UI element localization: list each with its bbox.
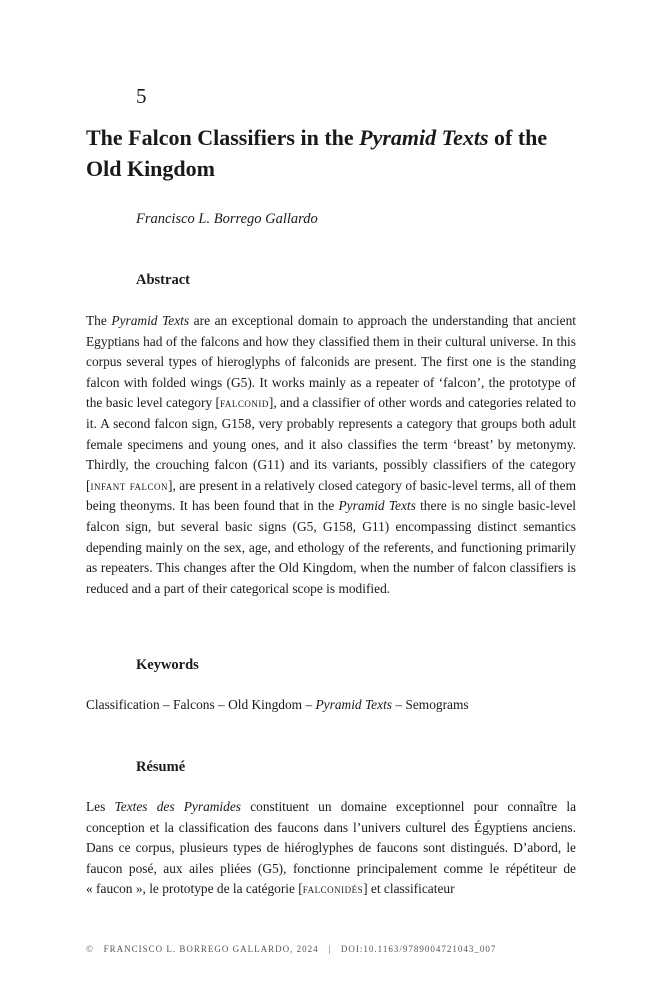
text-segment: there is no single basic-level falcon sign, but several basic signs (G5, G158, G11) encompassing distinct semantics depending mainly on the sex, age, and ethology of the referents, and functioning primarily as repeaters. This changes after the Old Kingdom, when the number of falcon classifiers is reduced and a part of their categorical scope is modified.: [86, 498, 577, 596]
resume-text: [86, 797, 576, 900]
category-term: falconidés: [302, 881, 364, 897]
text-segment: Les: [86, 799, 115, 814]
chapter-title-italic: Pyramid Texts: [359, 125, 489, 150]
chapter-number: 5: [136, 84, 147, 108]
category-term: infant falcon: [90, 477, 169, 493]
abstract-text: [86, 311, 576, 599]
abstract-heading: Abstract: [136, 272, 190, 288]
text-segment: – Semograms: [392, 697, 469, 712]
author-name: Francisco L. Borrego Gallardo: [136, 211, 318, 227]
chapter-title: [86, 122, 586, 184]
italic-title: Textes des Pyramides: [114, 799, 242, 814]
text-segment: ], and a classifier of other words and categories related to it. A second falcon sign, G158, very probably represents a category that groups both adult female specimens and young ones, and it also classifies the term ‘breast’ by metonymy. Thirdly, the crouching falcon (G11) and its variants, possibly classifiers of the category [: [86, 395, 577, 493]
text-segment: ], are present in a relatively closed category of basic-level terms, all of them being theonyms. It has been found that in the: [86, 477, 576, 514]
text-segment: are an exceptional domain to approach the understanding that ancient Egyptians had of the falcons and how they classified them in their cultural universe. In this corpus several types of hieroglyphs of falconids are present. The first one is the standing falcon with folded wings (G5). It works mainly as a repeater of ‘falcon’, the prototype of the basic level category [: [86, 313, 577, 411]
italic-title: Pyramid Texts: [111, 313, 190, 328]
text-segment: constituent un domaine exceptionnel pour connaître la conception et la classification des faucons dans l’univers culturel des Égyptiens anciens. Dans ce corpus, plusieurs types de hiéroglyphes de faucons sont distingués. D’abord, le faucon posé, aux ailes pliées (G5), fonctionne principalement comme le répétiteur de « faucon », le prototype de la catégorie [: [86, 799, 577, 897]
italic-title: Pyramid Texts: [315, 697, 392, 712]
resume-heading: Résumé: [136, 759, 186, 775]
keywords-heading: Keywords: [136, 657, 199, 673]
text-segment: The: [86, 313, 112, 328]
text-segment: ] et classificateur: [363, 881, 455, 897]
italic-title: Pyramid Texts: [338, 498, 416, 514]
chapter-title-part2: of the Old Kingdom: [86, 125, 548, 181]
footer-separator: |: [328, 944, 332, 954]
footer-doi: DOI:10.1163/9789004721043_007: [340, 944, 497, 954]
category-term: falconid: [220, 395, 269, 411]
chapter-title-part1: The Falcon Classifiers in the: [86, 125, 360, 150]
page-footer: [86, 944, 496, 954]
copyright-icon: ©: [86, 944, 94, 954]
footer-author-year: FRANCISCO L. BORREGO GALLARDO, 2024: [103, 944, 319, 954]
text-segment: Classification – Falcons – Old Kingdom –: [86, 697, 316, 712]
keywords-list: [86, 697, 469, 713]
